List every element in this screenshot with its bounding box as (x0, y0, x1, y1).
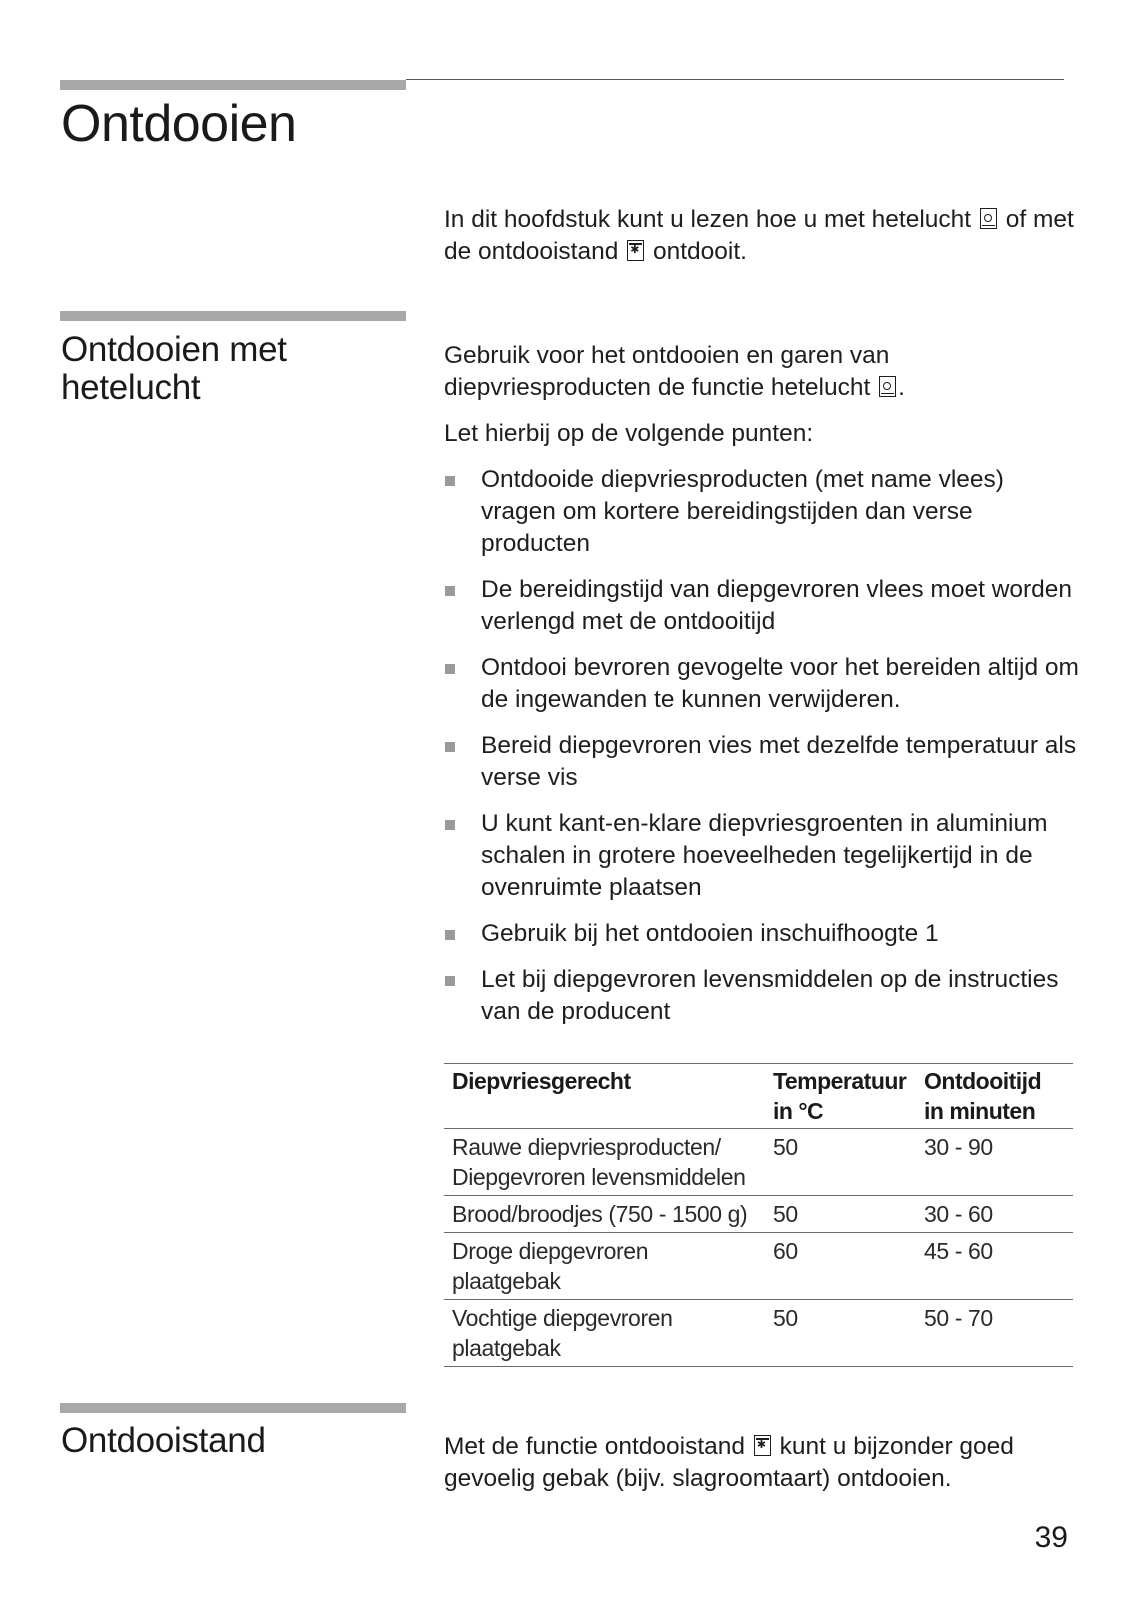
section1-heading-line1: Ontdooien met (61, 330, 287, 369)
section1-para1-end: . (898, 374, 905, 401)
page-number: 39 (1034, 1521, 1068, 1554)
tips-list (444, 464, 1084, 1028)
section1-heading (61, 331, 287, 407)
list-item: Gebruik bij het ontdooien inschuifhoogte 1 (444, 918, 1084, 950)
defrost-table (444, 1063, 1073, 1367)
section2-heading: Ontdooistand (61, 1421, 266, 1460)
hot-air-icon (879, 376, 896, 397)
section2-body (444, 1431, 1084, 1495)
list-item: Ontdooide diepvriesproducten (met name vlees) vragen om kortere bereidingstijden dan verse producten (444, 464, 1084, 560)
table-cell: 50 - 70 (916, 1300, 1073, 1367)
table-cell: 60 (765, 1233, 916, 1300)
table-cell: 30 - 60 (916, 1196, 1073, 1233)
table-cell: 30 - 90 (916, 1129, 1073, 1196)
header-dish: Diepvriesgerecht (444, 1064, 765, 1129)
defrost-icon (754, 1435, 771, 1456)
section1-para1: Gebruik voor het ontdooien en garen van diepvriesproducten de functie hetelucht (444, 342, 890, 401)
header-time: Ontdooitijd in minuten (916, 1064, 1073, 1129)
list-item: De bereidingstijd van diepgevroren vlees moet worden verlengd met de ontdooitijd (444, 574, 1084, 638)
table-cell: 50 (765, 1129, 916, 1196)
table-row (444, 1129, 1073, 1196)
section1-accent-bar (60, 311, 406, 321)
table-cell: Brood/broodjes (750 - 1500 g) (444, 1196, 765, 1233)
section1-heading-line2: hetelucht (61, 368, 201, 407)
defrost-icon (627, 240, 644, 261)
title-accent-bar (60, 80, 406, 90)
section1-body (444, 340, 1084, 1042)
intro-text-1: In dit hoofdstuk kunt u lezen hoe u met hetelucht (444, 206, 972, 233)
list-item: Ontdooi bevroren gevogelte voor het bereiden altijd om de ingewanden te kunnen verwijderen. (444, 652, 1084, 716)
page-title: Ontdooien (61, 95, 297, 153)
section2-text-1: Met de functie ontdooistand (444, 1433, 746, 1460)
table-row (444, 1300, 1073, 1367)
intro-text-3: ontdooit. (653, 238, 747, 265)
list-item: Bereid diepgevroren vies met dezelfde temperatuur als verse vis (444, 730, 1084, 794)
table-cell: 45 - 60 (916, 1233, 1073, 1300)
table-row (444, 1233, 1073, 1300)
section2-text-2: kunt u bijzonder goed gevoelig gebak (bijv. slagroomtaart) ontdooien. (444, 1433, 1014, 1492)
section1-para2: Let hierbij op de volgende punten: (444, 420, 814, 447)
table-cell: 50 (765, 1300, 916, 1367)
intro-paragraph (444, 204, 1084, 268)
list-item: Let bij diepgevroren levensmiddelen op de instructies van de producent (444, 964, 1084, 1028)
intro-text-2: of met de ontdooistand (444, 206, 1074, 265)
table-cell: Vochtige diepgevroren plaatgebak (444, 1300, 765, 1367)
table-cell: 50 (765, 1196, 916, 1233)
table-cell: Droge diepgevroren plaatgebak (444, 1233, 765, 1300)
hot-air-icon (980, 208, 997, 229)
table-row (444, 1196, 1073, 1233)
list-item: U kunt kant-en-klare diepvriesgroenten in aluminium schalen in grotere hoeveelheden tegelijkertijd in de ovenruimte plaatsen (444, 808, 1084, 904)
table-header-row (444, 1064, 1073, 1129)
title-rule (406, 79, 1064, 80)
table-cell: Rauwe diepvriesproducten/ Diepgevroren levensmiddelen (444, 1129, 765, 1196)
header-temperature: Temperatuur in °C (765, 1064, 916, 1129)
section2-accent-bar (60, 1403, 406, 1413)
